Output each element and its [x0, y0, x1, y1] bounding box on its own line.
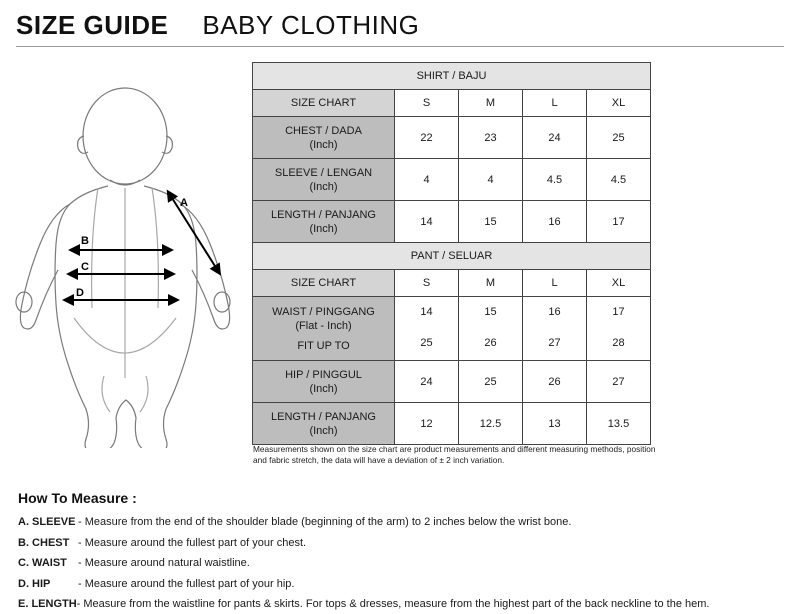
chest-description: - Measure around the fullest part of your chest.	[78, 536, 307, 549]
chest-value-m: 23	[459, 117, 523, 159]
chest-term: B. CHEST	[18, 536, 70, 549]
fit-value-s: 25	[395, 327, 459, 361]
shirt-length-value-s: 14	[395, 201, 459, 243]
shirt-section-header	[253, 63, 651, 90]
hip-value-l: 26	[523, 361, 587, 403]
list-item	[18, 536, 798, 557]
table-row	[253, 361, 651, 403]
table-row	[253, 297, 651, 327]
how-to-measure-title: How To Measure :	[18, 490, 137, 506]
pant-length-row-label: LENGTH / PANJANG (Inch)	[253, 403, 395, 445]
list-item	[18, 515, 798, 536]
length-term: E. LENGTH	[18, 598, 77, 610]
hip-description: - Measure around the fullest part of your hip.	[78, 577, 295, 590]
shirt-length-row-label: LENGTH / PANJANG (Inch)	[253, 201, 395, 243]
fit-value-m: 26	[459, 327, 523, 361]
baby-body-outline	[55, 186, 197, 448]
sleeve-value-l: 4.5	[523, 159, 587, 201]
shirt-size-chart-label: SIZE CHART	[253, 90, 395, 117]
shirt-size-xl: XL	[587, 90, 651, 117]
shirt-length-value-xl: 17	[587, 201, 651, 243]
page-header	[16, 10, 419, 44]
measure-label-d: D	[76, 287, 84, 299]
measure-label-a: A	[180, 197, 188, 209]
hip-row-label: HIP / PINGGUL (Inch)	[253, 361, 395, 403]
waist-description: - Measure around natural waistline.	[78, 557, 250, 569]
list-item	[18, 556, 798, 577]
how-to-measure-section	[18, 490, 798, 614]
pant-section-header	[253, 243, 651, 270]
pant-section-title: PANT / SELUAR	[253, 243, 651, 270]
chest-row-label: CHEST / DADA (Inch)	[253, 117, 395, 159]
table-row	[253, 159, 651, 201]
pant-size-chart-label: SIZE CHART	[253, 270, 395, 297]
waist-term: C. WAIST	[18, 557, 67, 569]
baby-figure-illustration	[8, 78, 248, 448]
pant-length-value-m: 12.5	[459, 403, 523, 445]
hip-value-xl: 27	[587, 361, 651, 403]
pant-length-value-l: 13	[523, 403, 587, 445]
shirt-length-value-m: 15	[459, 201, 523, 243]
sleeve-value-s: 4	[395, 159, 459, 201]
waist-row-label: WAIST / PINGGANG (Flat - Inch) FIT UP TO	[253, 297, 395, 361]
page-subtitle: BABY CLOTHING	[202, 10, 420, 40]
waist-value-m: 15	[459, 297, 523, 327]
header-divider	[16, 46, 784, 47]
baby-head	[83, 88, 167, 184]
hip-term: D. HIP	[18, 577, 51, 590]
list-item	[18, 577, 798, 598]
pant-size-header-row	[253, 270, 651, 297]
shirt-section-title: SHIRT / BAJU	[253, 63, 651, 90]
waist-value-xl: 17	[587, 297, 651, 327]
shirt-size-s: S	[395, 90, 459, 117]
table-row	[253, 201, 651, 243]
sleeve-value-xl: 4.5	[587, 159, 651, 201]
measure-label-b: B	[81, 235, 89, 247]
hip-value-m: 25	[459, 361, 523, 403]
sleeve-measure-line	[172, 198, 220, 274]
chest-value-l: 24	[523, 117, 587, 159]
length-description: - Measure from the waistline for pants & skirts. For tops & dresses, measure from the highest part of the back neckline to the hem.	[76, 598, 710, 610]
hip-value-s: 24	[395, 361, 459, 403]
sleeve-term: A. SLEEVE	[18, 516, 76, 528]
table-row	[253, 403, 651, 445]
sleeve-row-label: SLEEVE / LENGAN (Inch)	[253, 159, 395, 201]
size-chart-table	[252, 62, 651, 445]
measurement-disclaimer: Measurements shown on the size chart are product measurements and different measuring methods, position and fabric stretch, the data will have a deviation of ± 2 inch variation.	[253, 444, 656, 465]
sleeve-description: - Measure from the end of the shoulder blade (beginning of the arm) to 2 inches below the wrist bone.	[78, 516, 572, 528]
fit-value-xl: 28	[587, 327, 651, 361]
chest-value-xl: 25	[587, 117, 651, 159]
page-title: SIZE GUIDE	[16, 10, 169, 40]
list-item	[18, 597, 798, 614]
fit-value-l: 27	[523, 327, 587, 361]
shirt-size-m: M	[459, 90, 523, 117]
shirt-length-value-l: 16	[523, 201, 587, 243]
table-row	[253, 117, 651, 159]
chest-value-s: 22	[395, 117, 459, 159]
pant-size-l: L	[523, 270, 587, 297]
sleeve-value-m: 4	[459, 159, 523, 201]
pant-length-value-s: 12	[395, 403, 459, 445]
fit-up-to-label: FIT UP TO	[297, 340, 350, 352]
pant-size-m: M	[459, 270, 523, 297]
pant-length-value-xl: 13.5	[587, 403, 651, 445]
pant-size-xl: XL	[587, 270, 651, 297]
pant-size-s: S	[395, 270, 459, 297]
shirt-size-l: L	[523, 90, 587, 117]
waist-value-s: 14	[395, 297, 459, 327]
measure-label-c: C	[81, 261, 89, 273]
shirt-size-header-row	[253, 90, 651, 117]
waist-value-l: 16	[523, 297, 587, 327]
